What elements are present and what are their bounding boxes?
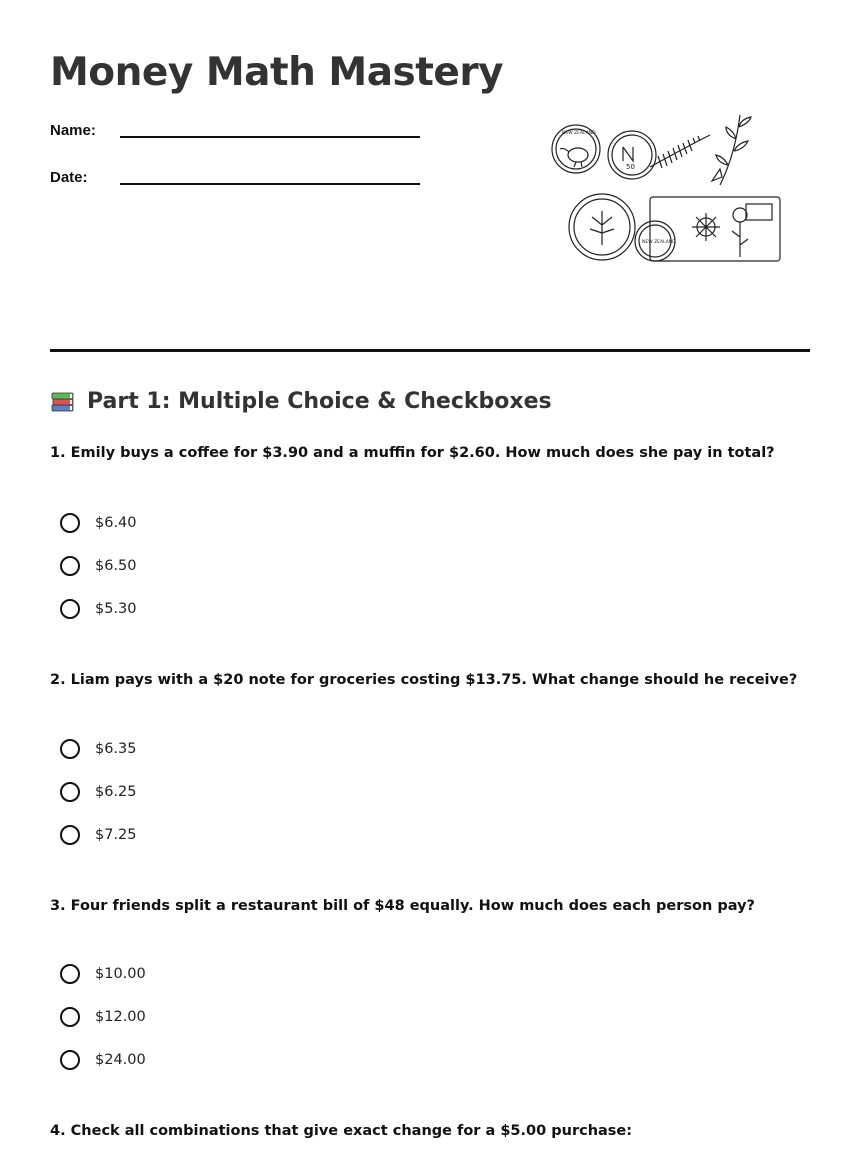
question-2: 2. Liam pays with a $20 note for groceries costing $13.75. What change should he receive? (50, 672, 798, 688)
banknote-icon (650, 197, 780, 261)
date-line[interactable] (120, 183, 420, 185)
leaf-branch-icon (712, 115, 751, 185)
option-label: $7.25 (95, 827, 137, 843)
question-3: 3. Four friends split a restaurant bill of $48 equally. How much does each person pay? (50, 898, 755, 914)
worksheet-title: Money Math Mastery (50, 50, 504, 95)
svg-text:NEW ZEALAND: NEW ZEALAND (642, 240, 676, 245)
date-label: Date: (50, 169, 88, 186)
radio-button[interactable] (60, 782, 80, 802)
option-label: $24.00 (95, 1052, 146, 1068)
q1-option-3[interactable] (60, 596, 137, 622)
section-title: Part 1: Multiple Choice & Checkboxes (87, 388, 552, 414)
svg-text:50: 50 (626, 163, 635, 171)
svg-text:NEW ZEALAND: NEW ZEALAND (562, 131, 596, 136)
radio-button[interactable] (60, 1007, 80, 1027)
q3-option-3[interactable] (60, 1047, 146, 1073)
small-coin-icon (635, 221, 676, 261)
radio-button[interactable] (60, 599, 80, 619)
q1-option-2[interactable] (60, 553, 137, 579)
radio-button[interactable] (60, 513, 80, 533)
radio-button[interactable] (60, 1050, 80, 1070)
name-line[interactable] (120, 136, 420, 138)
radio-button[interactable] (60, 556, 80, 576)
option-label: $12.00 (95, 1009, 146, 1025)
radio-button[interactable] (60, 739, 80, 759)
q2-option-2[interactable] (60, 779, 137, 805)
question-1: 1. Emily buys a coffee for $3.90 and a muffin for $2.60. How much does she pay in total? (50, 445, 775, 461)
books-icon (50, 388, 76, 414)
q3-option-2[interactable] (60, 1004, 146, 1030)
option-label: $6.25 (95, 784, 137, 800)
q1-option-1[interactable] (60, 510, 137, 536)
q2-option-1[interactable] (60, 736, 137, 762)
option-label: $6.40 (95, 515, 137, 531)
q2-option-3[interactable] (60, 822, 137, 848)
nz-coins-illustration (550, 105, 782, 265)
large-coin-icon (569, 194, 635, 260)
header-divider (50, 349, 810, 352)
question-4: 4. Check all combinations that give exact change for a $5.00 purchase: (50, 1123, 633, 1139)
q3-option-1[interactable] (60, 961, 146, 987)
option-label: $10.00 (95, 966, 146, 982)
fifty-cent-coin-icon (608, 131, 656, 179)
option-label: $5.30 (95, 601, 137, 617)
option-label: $6.35 (95, 741, 137, 757)
name-field (50, 122, 430, 152)
fern-icon (650, 135, 710, 168)
kiwi-coin-icon (552, 125, 600, 173)
date-field (50, 169, 430, 199)
radio-button[interactable] (60, 825, 80, 845)
name-label: Name: (50, 122, 96, 139)
option-label: $6.50 (95, 558, 137, 574)
section-heading (50, 388, 552, 414)
radio-button[interactable] (60, 964, 80, 984)
